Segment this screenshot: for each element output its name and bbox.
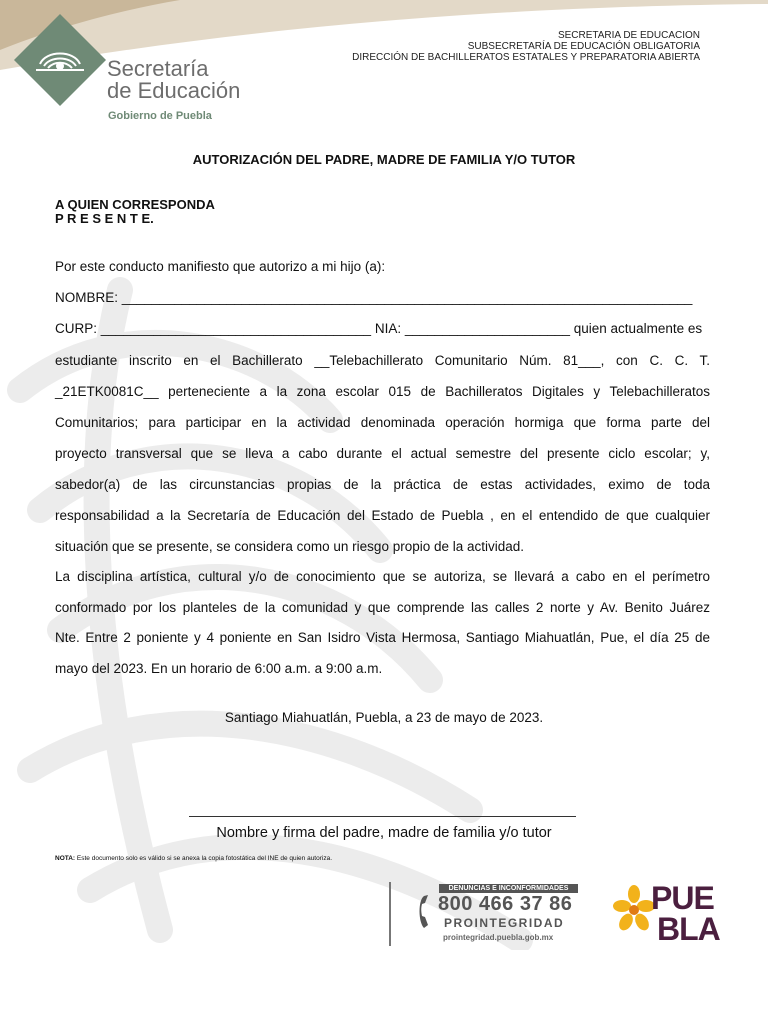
paragraph2-line3: Nte. Entre 2 poniente y 4 poniente en San Isidro Vista Hermosa, Santiago Miahuatlán, Pue, el día 25 de [55,630,710,645]
paragraph1-line3: Comunitarios; para participar en la actividad denominada operación hormiga que forma parte del [55,415,710,430]
logo-subtitle: Gobierno de Puebla [108,110,212,122]
letterhead [352,30,700,63]
puebla-flower-icon [612,884,656,940]
curp-label: CURP: [55,321,101,336]
logo-wordmark [107,58,240,102]
document-title: AUTORIZACIÓN DEL PADRE, MADRE DE FAMILIA Y/O TUTOR [192,152,576,167]
education-logo-icon [12,12,108,108]
paragraph1-text-c: perteneciente a la zona escolar 015 de Bachilleratos Digitales y Telebachilleratos [158,384,710,399]
nombre-row [55,290,710,306]
signature-label: Nombre y firma del padre, madre de familia y/o tutor [216,825,552,841]
footnote-label: NOTA: [55,855,76,862]
nia-label: NIA: [371,321,405,336]
salutation [55,198,215,226]
paragraph1-line6: responsabilidad a la Secretaría de Educación del Estado de Puebla , en el entendido de que cualquier [55,508,710,523]
letterhead-line2: SUBSECRETARÍA DE EDUCACIÓN OBLIGATORIA [467,41,700,52]
phone-number: 800 466 37 86 [438,893,573,915]
salutation-line1: A QUIEN CORRESPONDA [55,197,215,212]
paragraph1-line5: sabedor(a) de las circunstancias propias de la práctica de estas actividades, eximo de toda [55,477,710,492]
cct-code: _21ETK0081C__ [55,384,159,399]
nia-field[interactable]: ______________________ [404,321,571,336]
letterhead-line3: DIRECCIÓN DE BACHILLERATOS ESTATALES Y PREPARATORIA ABIERTA [352,52,700,63]
footnote [55,855,332,862]
paragraph1-line4: proyecto transversal que se lleva a cabo durante el actual semestre del presente ciclo escolar; y, [55,446,710,461]
footnote-text: Este documento solo es válido si se anexa la copia fotostática del INE de quien autoriza. [75,855,333,862]
paragraph1-line1 [55,353,710,369]
nombre-label: NOMBRE: [55,290,122,305]
date-place-line: Santiago Miahuatlán, Puebla, a 23 de mayo de 2023. [224,710,544,725]
letterhead-line1: SECRETARIA DE EDUCACION [557,30,700,41]
footer-divider [389,882,391,946]
puebla-brand-line2: BLA [657,911,720,947]
signature-line[interactable] [189,816,576,817]
paragraph1-line2 [55,384,710,400]
intro-line: Por este conducto manifiesto que autorizo a mi hijo (a): [55,259,386,274]
paragraph2-line1: La disciplina artística, cultural y/o de conocimiento que se autoriza, se llevará a cabo en el perímetro [55,569,710,584]
bachillerato-name: __Telebachillerato Comunitario Núm. 81___ [314,353,601,368]
curp-field[interactable]: ____________________________________ [100,321,372,336]
logo-wordmark-line1: Secretaría [107,56,209,81]
salutation-line2: P R E S E N T E. [55,211,154,226]
paragraph1-line7: situación que se presente, se considera como un riesgo propio de la actividad. [55,539,525,554]
paragraph1-text-a: estudiante inscrito en el Bachillerato [55,353,315,368]
curp-row [55,321,710,337]
nombre-field[interactable]: ____________________________________________________________________________ [121,290,693,305]
prointegridad-label: PROINTEGRIDAD [444,916,565,930]
paragraph1-text-b: , con C. C. T. [600,353,710,368]
prointegridad-website: prointegridad.puebla.gob.mx [443,933,554,942]
paragraph2-line2: conformado por los planteles de la comunidad y que comprende las calles 2 norte y Av. Benito Juárez [55,600,710,615]
curp-row-tail: quien actualmente es [570,321,703,336]
puebla-brand-line1: PUE [651,880,714,916]
complaints-badge: DENUNCIAS E INCONFORMIDADES [439,884,578,893]
paragraph2-line4: mayo del 2023. En un horario de 6:00 a.m. a 9:00 a.m. [55,661,383,676]
logo-wordmark-line2: de Educación [107,78,241,103]
